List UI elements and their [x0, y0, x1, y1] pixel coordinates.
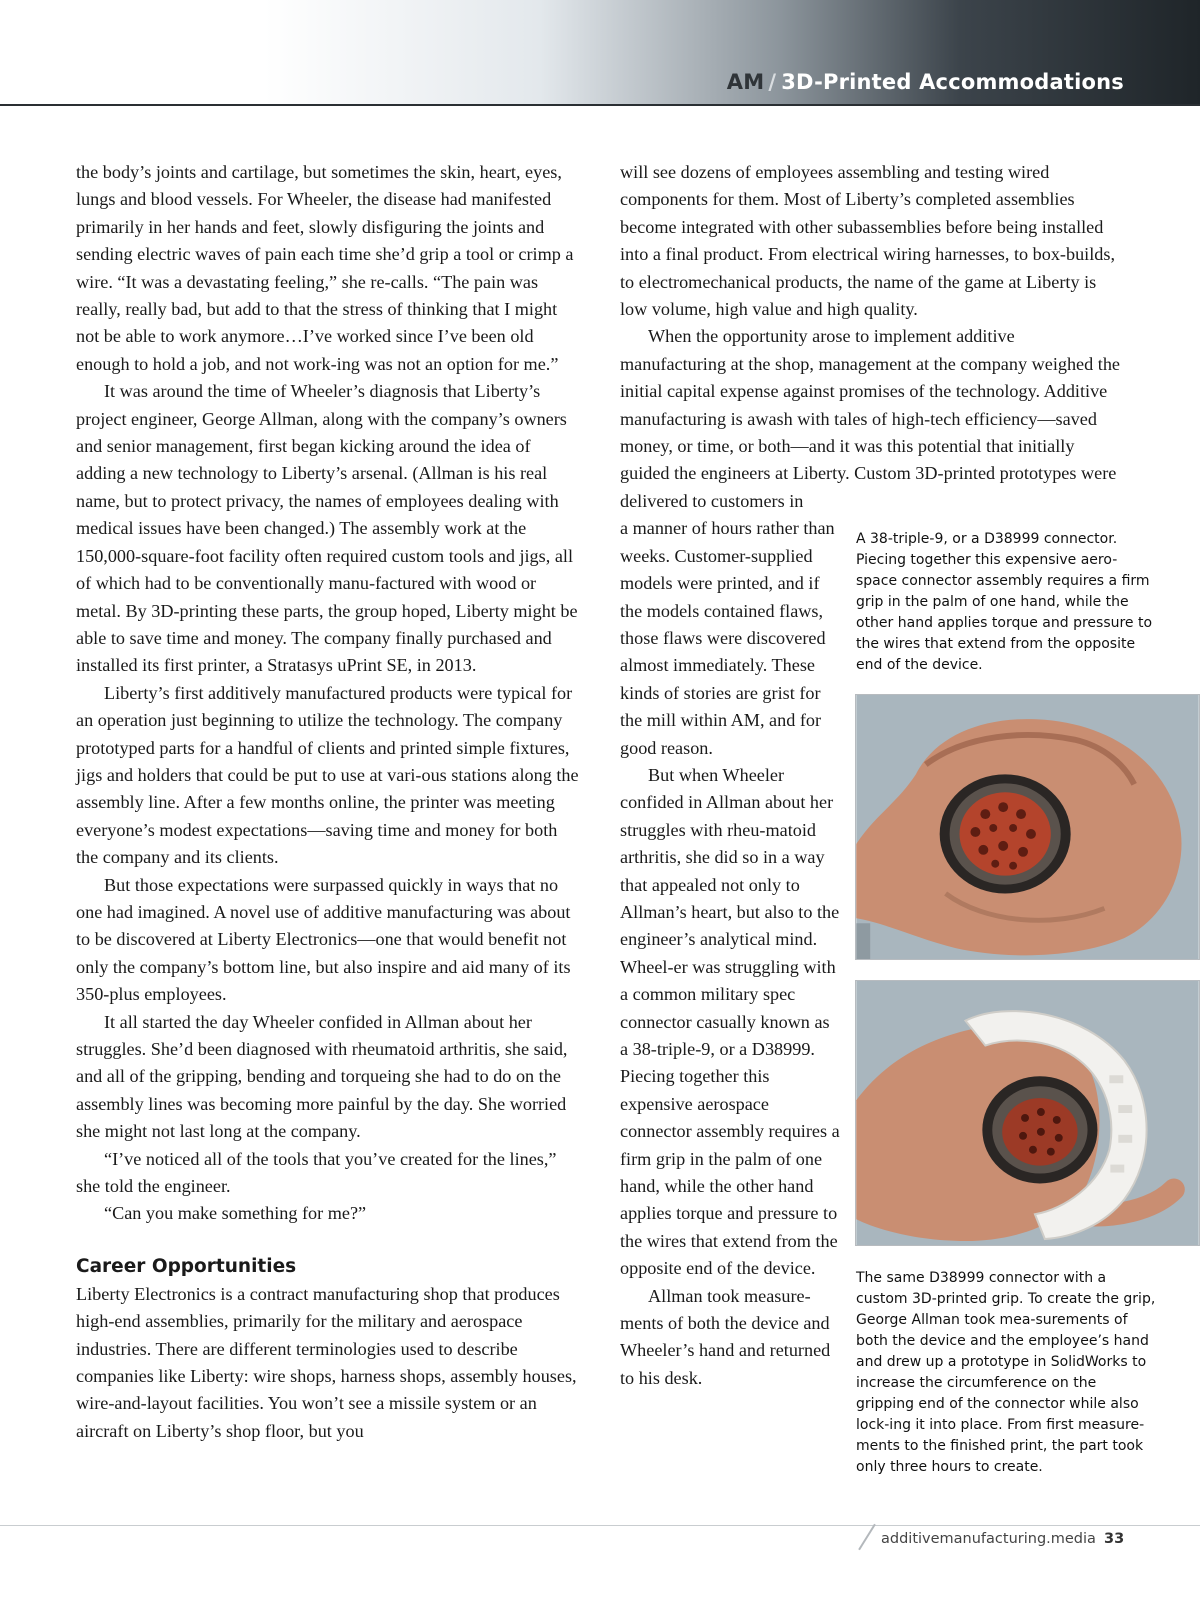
title-separator: / [768, 70, 777, 94]
paragraph: will see dozens of employees assembling and testing wired components for them. Most of Liberty’s completed assemblies become integrated with other subassemblies before being installed into a final product. From electrical wiring harnesses, to box-builds, to electromechanical products, the name of the game at Liberty is low volume, high value and high quality. [620, 162, 1115, 320]
connector-with-grip-photo [855, 980, 1200, 1246]
subheading: Career Opportunities [76, 1255, 297, 1277]
footer-website: additivemanufacturing.media [881, 1531, 1096, 1547]
section-title [727, 70, 1124, 94]
paragraph: When the opportunity arose to implement additive manufacturing at the shop, management at the company weighed the initial capital expense against promises of the technology. Additive manufacturing is awash with tales of high-tech efficiency—saved money, or time, or both—and it was this potential that initially guided the engineers at Liberty. Custom 3D-printed prototypes were delivered to customers in [620, 326, 1120, 511]
hand-holding-connector-image [856, 695, 1199, 959]
paragraph: Liberty’s first additively manufactured products were typical for an operation just beginning to utilize the technology. The company prototyped parts for a handful of clients and printed simple fixtures, jigs and holders that could be put to use at vari-ous stations along the assembly line. After a few months online, the printer was meeting everyone’s modest expectations—saving time and money for both the company and its clients. [76, 682, 579, 868]
paragraph: Allman took measure-ments of both the device and Wheeler’s hand and returned to his desk. [620, 1285, 831, 1388]
narrow-text-block [620, 515, 842, 1392]
footer-divider [0, 1525, 1200, 1526]
page-number: 33 [1104, 1531, 1125, 1547]
hand-holding-printed-grip-image [856, 981, 1199, 1245]
section-label: AM [726, 70, 765, 94]
photo-caption-bottom: The same D38999 connector with a custom 3D-printed grip. To create the grip, George Allman took mea-surements of both the device and the employee’s hand and drew up a prototype in SolidWorks to increase the circumference on the gripping end of the connector while also lock-ing it into place. From first measure-ments to the finished print, the part took only three hours to create. [856, 1270, 1156, 1475]
paragraph: It all started the day Wheeler confided in Allman about her struggles. She’d been diagnosed with rheumatoid arthritis, she said, and all of the gripping, bending and torqueing she had to do on the assembly lines was becoming more painful by the day. She worried she might not last long at the company. [76, 1011, 568, 1142]
paragraph: Liberty Electronics is a contract manufacturing shop that produces high-end assemblies, primarily for the military and aerospace industries. There are different terminologies used to describe companies like Liberty: wire shops, harness shops, assembly houses, wire-and-layout facilities. You won’t see a missile system or an aircraft on Liberty’s shop floor, but you [76, 1283, 577, 1441]
left-column [76, 159, 584, 1445]
paragraph: a manner of hours rather than weeks. Customer-supplied models were printed, and if the models contained flaws, those flaws were discovered almost immediately. These kinds of stories are grist for the mill within AM, and for good reason. [620, 518, 835, 758]
paragraph: But those expectations were surpassed quickly in ways that no one had imagined. A novel use of additive manufacturing was about to be discovered at Liberty Electronics—one that would benefit not only the company’s bottom line, but also inspire and aid many of its 350-plus employees. [76, 874, 571, 1005]
paragraph: It was around the time of Wheeler’s diagnosis that Liberty’s project engineer, George Allman, along with the company’s owners and senior management, first began kicking around the idea of adding a new technology to Liberty’s arsenal. (Allman is his real name, but to protect privacy, the names of employees dealing with medical issues have been changed.) The assembly work at the 150,000-square-foot facility often required custom tools and jigs, all of which had to be conventionally manu-factured with wood or metal. By 3D-printing these parts, the group hoped, Liberty might be able to save time and money. The company finally purchased and installed its first printer, a Stratasys uPrint SE, in 2013. [76, 381, 578, 676]
page-header [0, 0, 1200, 106]
paragraph: “Can you make something for me?” [104, 1203, 367, 1224]
article-title: 3D-Printed Accommodations [781, 70, 1124, 94]
photo-caption-top: A 38-triple-9, or a D38999 connector. Piecing together this expensive aero-space connector assembly requires a firm grip in the palm of one hand, while the other hand applies torque and pressure to the wires that extend from the opposite end of the device. [856, 531, 1153, 673]
paragraph: “I’ve noticed all of the tools that you’ve created for the lines,” she told the engineer. [76, 1148, 557, 1197]
paragraph: the body’s joints and cartilage, but sometimes the skin, heart, eyes, lungs and blood vessels. For Wheeler, the disease had manifested primarily in her hands and feet, slowly disfiguring the joints and sending electric waves of pain each time she’d grip a tool or crimp a wire. “It was a devastating feeling,” she re-calls. “The pain was really, really bad, but add to that the stress of thinking that I might not be able to work anymore…I’ve worked since I’ve been old enough to hold a job, and not work-ing was not an option for me.” [76, 162, 574, 374]
connector-photo [855, 694, 1200, 960]
footer-slash-mark [858, 1524, 876, 1551]
paragraph: But when Wheeler confided in Allman about her struggles with rheu-matoid arthritis, she did so in a way that appealed not only to Allman’s heart, but also to the engineer’s analytical mind. Wheel-er was struggling with a common military spec connector casually known as a 38-triple-9, or a D38999. Piecing together this expensive aerospace connector assembly requires a firm grip in the palm of one hand, while the other hand applies torque and pressure to the wires that extend from the opposite end of the device. [620, 764, 840, 1279]
